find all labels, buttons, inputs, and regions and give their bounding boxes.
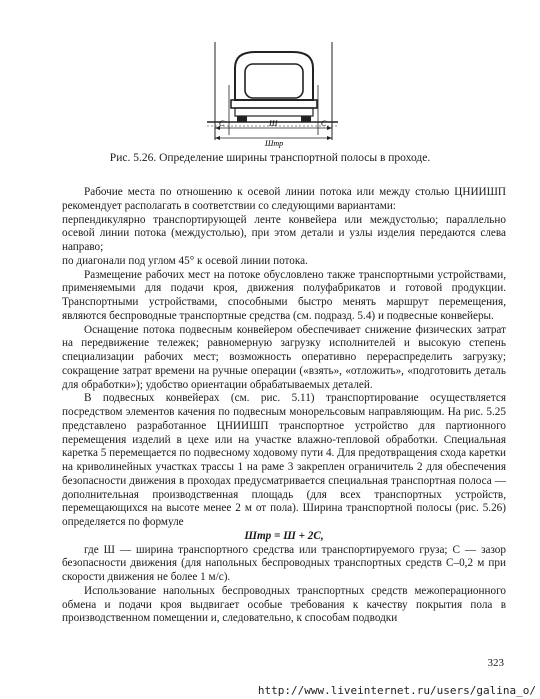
dim-w: Ш	[269, 119, 278, 128]
dim-c-left: С	[219, 119, 225, 128]
transport-cart-drawing	[205, 40, 340, 148]
figure-caption: Рис. 5.26. Определение ширины транспортной полосы в проходе.	[109, 152, 431, 164]
paragraph: перпендикулярно транспортирующей ленте конвейера или междустолью; параллельно осевой линии потока (междустолью), при этом детали и узлы изделия передаются слева направо;	[62, 213, 506, 253]
watermark-url: http://www.liveinternet.ru/users/galina_o/	[257, 684, 536, 697]
formula: Штр = Ш + 2С,	[244, 529, 324, 542]
paragraph: В подвесных конвейерах (см. рис. 5.11) транспортирование осуществляется посредством элементов качения по подвесным монорельсовым направляющим. На рис. 5.25 представлено разработанное ЦНИИШП транспортное устройство для партионного перемещения изделий в цехе или на участке влажно-тепловой обработки. Специальная каретка 5 перемещается по подвесному ходовому пути 4. Для предотвращения схода каретки на криволинейных участках трассы 1 на раме 3 закреплен ограничитель 2 для обеспечения безопасности движения в проходах предусматривается специальная транспортная полоса — дополнительная производственная площадь (для всех транспортных устройств, перемещающихся на высоте менее 2 м от пола). Ширина транспортной полосы (рис. 5.26) определяется по формуле	[62, 392, 506, 528]
paragraph: Рабочие места по отношению к осевой линии потока или между столью ЦНИИШП рекомендует располагать в соответствии со следующими вариантами:	[62, 186, 506, 212]
dim-c-right: С	[321, 119, 327, 128]
transport-strip-figure	[205, 40, 340, 148]
paragraph: Оснащение потока подвесным конвейером обеспечивает снижение физических затрат на передвижение тележек; равномерную загрузку исполнителей и высокую степень специализации рабочих мест; возможность оперативно перераспределить загрузку; сокращение затрат времени на ручные операции («взять», «отложить», «подготовить деталь для обработки»); удобство ориентации обрабатываемых деталей.	[62, 323, 506, 391]
body-text	[62, 186, 506, 626]
dim-wtr: Штр	[265, 139, 284, 148]
paragraph: Использование напольных беспроводных транспортных средств межоперационного обмена и подачи кроя выдвигает особые требования к качеству покрытия пола в производственном помещении и, следовательно, к способам подводки	[62, 584, 506, 625]
paragraph: Размещение рабочих мест на потоке обусловлено также транспортными устройствами, применяемыми для подачи кроя, движения полуфабрикатов и готовой продукции. Транспортными устройствами, способными быстро менять маршрут перемещения, являются беспроводные транспортные средства (см. подразд. 5.4) и подвесные конвейеры.	[62, 268, 506, 322]
paragraph: по диагонали под углом 45° к осевой линии потока.	[62, 254, 308, 267]
page-number: 323	[487, 657, 504, 669]
paragraph: где Ш — ширина транспортного средства или транспортируемого груза; С — зазор безопасности движения (для напольных беспроводных транспортных средств С–0,2 м при скорости движения не более 1 м/с).	[62, 543, 506, 583]
